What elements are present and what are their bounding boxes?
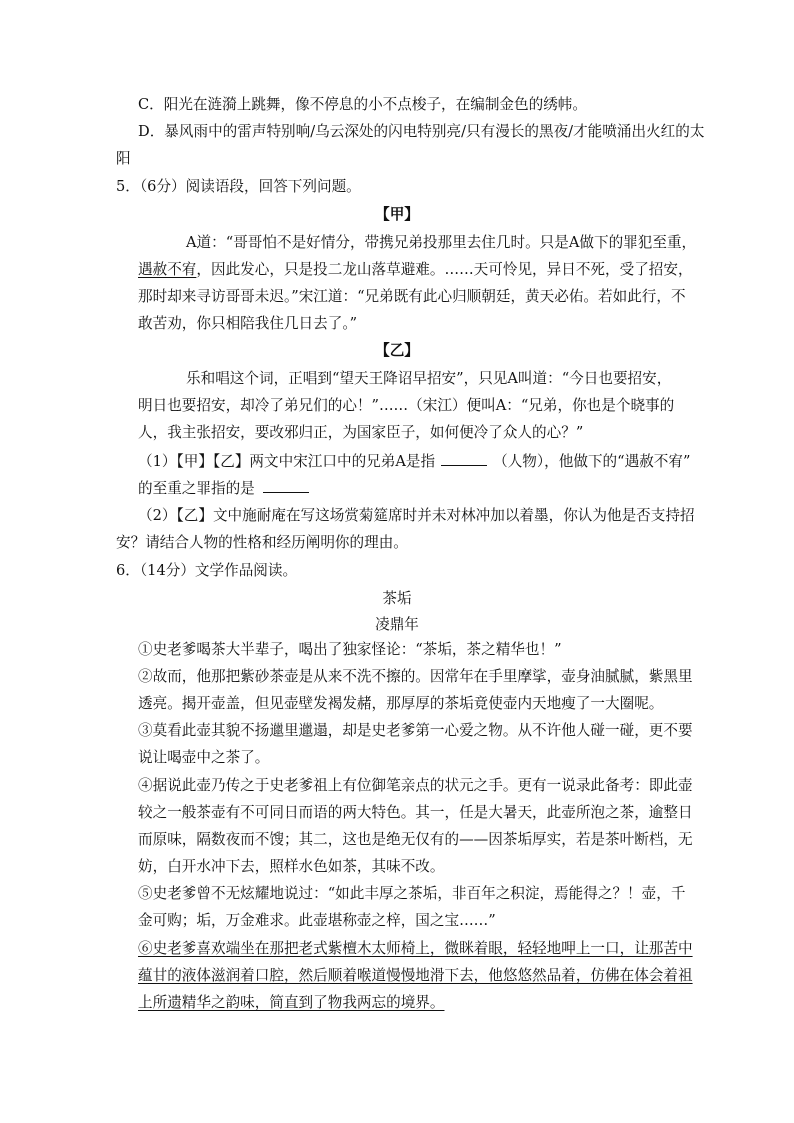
jia-line-3: 那时却来寻访哥哥未迟。”宋江道：“兄弟既有此心归顺朝廷，黄天必佑。若如此行，不 (138, 288, 686, 305)
option-d-line-2: 阳 (116, 150, 131, 167)
article-title: 茶垢 (382, 590, 412, 607)
sub-question-1-line-1: （1）【甲】【乙】两文中宋江口中的兄弟A是指 （人物），他做下的“遇赦不宥” (138, 453, 691, 470)
answer-blank-crime[interactable] (263, 478, 309, 493)
paragraph-4-line-1: ④据说此壶乃传之于史老爹祖上有位御笔亲点的状元之手。更有一说录此备考：即此壶 (138, 777, 693, 794)
paragraph-3-line-1: ③莫看此壶其貌不扬邋里邋遢，却是史老爹第一心爱之物。从不许他人碰一碰，更不要 (138, 722, 693, 739)
paragraph-4-line-2: 较之一般茶壶有不可同日而语的两大特色。其一，任是大暑天，此壶所泡之茶，逾整日 (138, 804, 693, 821)
question-6-header: 6．（14分）文学作品阅读。 (116, 562, 298, 579)
paragraph-4-line-4: 妨，白开水冲下去，照样水色如茶，其味不改。 (138, 858, 445, 875)
yi-line-2: 明日也要招安，却冷了弟兄们的心！”……（宋江）便叫A：“兄弟，你也是个晓事的 (138, 397, 675, 414)
sub-question-2-line-1: （2）【乙】文中施耐庵在写这场赏菊筵席时并未对林冲加以着墨，你认为他是否支持招 (138, 507, 695, 524)
question-5-header: 5．（6分）阅读语段，回答下列问题。 (116, 178, 361, 195)
sub-question-2-line-2: 安？请结合人物的性格和经历阐明你的理由。 (116, 534, 408, 551)
paragraph-4-line-3: 而原味，隔数夜而不馊；其二，这也是绝无仅有的——因茶垢厚实，若是茶叶断档，无 (138, 831, 693, 848)
article-author: 凌鼎年 (375, 616, 419, 633)
paragraph-6-line-1: ⑥史老爹喜欢端坐在那把老式紫檀木太师椅上，微眯着眼，轻轻地呷上一口，让那苦中 (138, 940, 693, 957)
jia-line-1: A道：“哥哥怕不是好情分，带携兄弟投那里去住几时。只是A做下的罪犯至重， (186, 234, 697, 251)
option-c: C．阳光在涟漪上跳舞，像不停息的小不点梭子，在编制金色的绣帏。 (138, 96, 587, 113)
paragraph-3-line-2: 说让喝壶中之茶了。 (138, 749, 270, 766)
paragraph-1: ①史老爹喝茶大半辈子，喝出了独家怪论：“茶垢，茶之精华也！” (138, 641, 562, 658)
paragraph-2-line-1: ②故而，他那把紫砂茶壶是从来不洗不擦的。因常年在手里摩挲，壶身油腻腻，紫黑里 (138, 668, 693, 685)
yi-line-1: 乐和唱这个词，正唱到“望天王降诏早招安”，只见A叫道：“今日也要招安， (186, 370, 672, 387)
answer-blank-person[interactable] (441, 451, 487, 466)
paragraph-6-line-2: 蕴甘的液体滋润着口腔，然后顺着喉道慢慢地滑下去，他悠悠然品着，仿佛在体会着祖 (138, 967, 693, 984)
jia-line-2 (138, 260, 693, 280)
yi-line-3: 人，我主张招安，要改邪归正，为国家臣子，如何便冷了众人的心？” (138, 424, 584, 441)
section-yi-title: 【乙】 (375, 342, 419, 359)
paragraph-5-line-2: 金可购；垢，万金难求。此壶堪称壶之梓，国之宝……” (138, 912, 496, 929)
option-d-line-1: D．暴风雨中的雷声特别响/乌云深处的闪电特别亮/只有漫长的黑夜/才能喷涌出火红的太 (138, 123, 705, 140)
jia-line-2-rest: ，因此发心，只是投二龙山落草避难。……天可怜见，异日不死，受了招安， (196, 261, 693, 278)
section-jia-title: 【甲】 (375, 206, 419, 223)
sub-question-1-line-2: 的至重之罪指的是 (138, 478, 309, 499)
underlined-phrase: 遇赦不宥 (138, 261, 197, 278)
paragraph-6-line-3: 上所遗精华之韵味，简直到了物我两忘的境界。 (138, 994, 445, 1011)
paragraph-2-line-2: 透亮。揭开壶盖，但见壶壁发褐发赭，那厚厚的茶垢竟使壶内天地瘦了一大圈呢。 (138, 695, 664, 712)
jia-line-4: 敢苦劝，你只相陪我住几日去了。” (138, 315, 358, 332)
paragraph-5-line-1: ⑤史老爹曾不无炫耀地说过：“如此丰厚之茶垢，非百年之积淀，焉能得之？！壶，千 (138, 885, 686, 902)
